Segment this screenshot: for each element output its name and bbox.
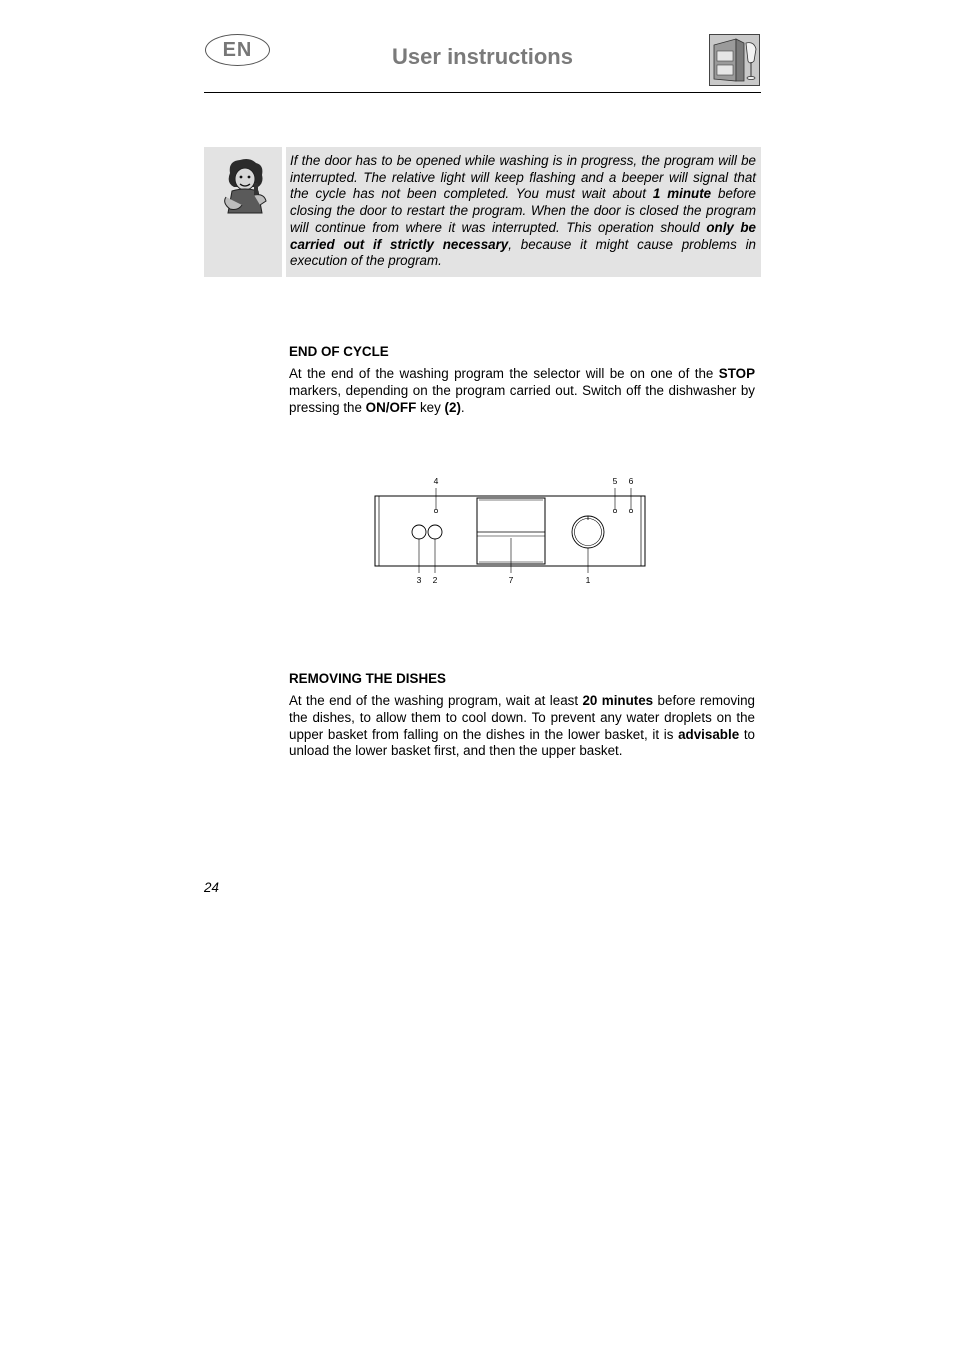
section-paragraph: At the end of the washing program, wait at least 20 minutes before removing the dishes, to allow them to cool down. To prevent any water droplets on the upper basket from falling on the dishes in the lower basket, it is advisable to unload the lower basket first, and then the upper basket. [289, 693, 756, 759]
selector-knob [572, 516, 604, 548]
header-rule [204, 92, 761, 93]
callout-label-1: 1 [585, 575, 591, 585]
page-title: User instructions [392, 44, 573, 69]
section-paragraph: At the end of the washing program the selector will be on one of the STOP markers, depending on the program carried out. Switch off the dishwasher by pressing the ON/OFF key (2). [289, 366, 755, 415]
note-box [286, 147, 761, 277]
language-code: EN [222, 38, 253, 61]
note-text: If the door has to be opened while washing is in progress, the program will be interrupted. The relative light will keep flashing and a beeper will signal that the cycle has not been completed. You must wait about 1 minute before closing the door to restart the program. When the door is closed the program will continue from where it was interrupted. This operation should only be carried out if strictly necessary, because it might cause problems in execution of the program. [290, 153, 756, 269]
removing-dishes-section [289, 671, 755, 760]
indicator-light-4 [434, 509, 437, 512]
note-icon-panel [204, 147, 282, 277]
section-heading: REMOVING THE DISHES [289, 671, 446, 686]
button-3 [412, 525, 426, 539]
indicator-light-5 [613, 509, 616, 512]
language-badge [205, 34, 270, 66]
operator-cartoon-icon [220, 157, 270, 215]
callout-label-3: 3 [416, 575, 422, 585]
panel-outline [375, 496, 645, 566]
end-of-cycle-section [289, 344, 755, 416]
dishwasher-icon [709, 34, 760, 86]
callout-label-2: 2 [432, 575, 438, 585]
callout-label-5: 5 [612, 476, 618, 486]
callout-label-4: 4 [433, 476, 439, 486]
button-2 [428, 525, 442, 539]
page-number: 24 [204, 880, 219, 895]
section-heading: END OF CYCLE [289, 344, 389, 359]
callout-label-7: 7 [508, 575, 514, 585]
indicator-light-6 [629, 509, 632, 512]
callout-label-6: 6 [628, 476, 634, 486]
control-panel-diagram [370, 470, 652, 590]
